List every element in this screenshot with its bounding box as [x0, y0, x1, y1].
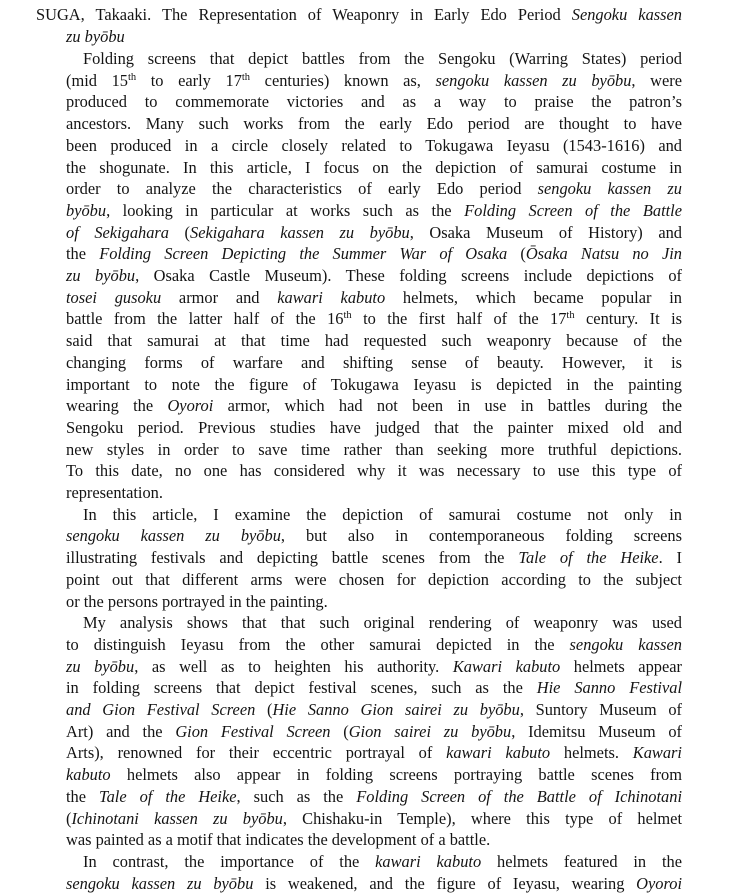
text-run: ( — [66, 808, 72, 828]
body-line — [66, 742, 682, 764]
body-line — [66, 70, 682, 92]
italic-term: byōbu — [66, 200, 107, 220]
text-run: To this date, no one has considered why it was necessary to use this type of — [66, 461, 682, 481]
text-run: point out that different arms were chosen for depiction according to the subject — [66, 569, 682, 589]
body-line — [66, 699, 682, 721]
body-line — [83, 612, 682, 634]
text-run: , Osaka Museum of History) and — [409, 222, 682, 242]
text-run: ( — [168, 222, 191, 242]
body-line — [66, 178, 682, 200]
body-line — [66, 547, 682, 569]
text-run: the shogunate. In this article, I focus on the depiction of samurai costume in — [66, 157, 682, 177]
text-run: battle from the latter half of the 16 — [66, 309, 344, 329]
text-run: was painted as a motif that indicates the development of a battle. — [66, 830, 491, 850]
body-line — [66, 677, 682, 699]
article-title: The Representation of Weaponry in Early Edo Period Sengoku kassen — [161, 5, 683, 24]
body-line — [66, 135, 682, 157]
italic-term: Folding Screen of the Battle — [464, 200, 683, 220]
text-run: century. It is — [574, 309, 683, 329]
italic-term: kawari kabuto — [446, 743, 551, 763]
body-line — [66, 374, 682, 396]
ordinal-suffix: th — [127, 71, 137, 83]
ordinal-suffix: th — [566, 310, 575, 322]
body-line — [66, 287, 682, 309]
text-run: ( — [507, 244, 526, 264]
italic-term: Folding Screen of the Battle of Ichinotani — [356, 786, 682, 806]
text-run: , such as the — [236, 786, 357, 806]
text-run: , were — [631, 70, 682, 90]
article-header — [36, 4, 682, 26]
body-line — [66, 873, 682, 895]
text-run: said that samurai at that time had requested such weaponry because of the — [66, 331, 682, 351]
text-run: helmets featured in the — [481, 851, 682, 871]
text-run: (mid 15 — [66, 70, 128, 90]
text-run: to early 17 — [136, 70, 242, 90]
italic-term: sengoku kassen zu — [537, 179, 682, 199]
text-run: representation. — [66, 483, 163, 502]
italic-term: zu byōbu — [66, 656, 135, 676]
text-run: helmets also appear in folding screens portraying battle scenes from — [110, 765, 682, 785]
body-line — [83, 851, 682, 873]
italic-term: Ōsaka Natsu no Jin — [525, 244, 682, 264]
text-run: the — [66, 244, 100, 264]
body-line — [66, 308, 682, 330]
italic-term: Oyoroi — [636, 873, 682, 893]
italic-term: zu byōbu — [66, 266, 136, 285]
body-line — [66, 157, 682, 179]
italic-term: sengoku kassen zu byōbu — [435, 70, 632, 90]
text-run: Art) and the — [66, 721, 176, 741]
text-run: changing forms of warfare and shifting sense of beauty. However, it is — [66, 352, 682, 372]
text-run: to the first half of the 17 — [351, 309, 567, 329]
italic-term: Folding Screen Depicting the Summer War of Osaka — [99, 244, 508, 264]
body-line — [66, 265, 682, 287]
text-run: helmets, which became popular in — [385, 287, 682, 307]
italic-term: Tale of the Heike — [518, 548, 659, 568]
text-run: to distinguish Ieyasu from the other samurai depicted in the — [66, 634, 570, 654]
body-line — [66, 829, 682, 851]
text-run: ( — [255, 700, 273, 719]
text-run: , Chishaku-in Temple), where this type of helmet — [282, 808, 682, 828]
body-line — [66, 482, 682, 504]
text-run: illustrating festivals and depicting battle scenes from the — [66, 548, 519, 568]
text-run: order to analyze the characteristics of early Edo period — [66, 179, 538, 199]
text-run: produced to commemorate victories and as a way to praise the patron’s — [66, 92, 682, 112]
italic-term: Tale of the Heike — [99, 786, 237, 806]
ordinal-suffix: th — [343, 310, 352, 322]
text-run: important to note the figure of Tokugawa Ieyasu is depicted in the painting — [66, 374, 682, 394]
body-line — [66, 330, 682, 352]
italic-term: Hie Sanno Gion sairei zu byōbu — [272, 700, 520, 719]
text-run: In this article, I examine the depiction of samurai costume not only in — [83, 504, 682, 524]
text-run: armor and — [161, 287, 278, 307]
body-line — [66, 460, 682, 482]
body-line — [66, 525, 682, 547]
body-line — [66, 243, 682, 265]
body-line — [66, 808, 682, 830]
article-title-continued: zu byōbu — [66, 27, 125, 46]
body-line — [66, 569, 682, 591]
italic-term: Gion Festival Screen — [175, 721, 331, 741]
text-run: in folding screens that depict festival scenes, such as the — [66, 678, 537, 698]
text-run: helmets. — [550, 743, 633, 763]
body-line — [66, 634, 682, 656]
body-line — [66, 417, 682, 439]
body-line — [66, 591, 682, 613]
text-run: My analysis shows that that such original rendering of weaponry was used — [83, 613, 682, 633]
italic-term: Sekigahara kassen zu byōbu — [190, 222, 410, 242]
body-line — [66, 721, 682, 743]
italic-term: Kawari kabuto — [452, 656, 561, 676]
text-run: been produced in a circle closely related to Tokugawa Ieyasu (1543-1616) and — [66, 135, 682, 155]
text-run: , Suntory Museum of — [519, 700, 682, 719]
text-run: , looking in particular at works such as the — [106, 200, 465, 220]
text-run: new styles in order to save time rather than seeking more truthful depictions. — [66, 439, 682, 459]
text-run: . I — [658, 548, 683, 568]
italic-term: sengoku kassen — [569, 634, 682, 654]
italic-term: kabuto — [66, 765, 111, 785]
italic-term: Ichinotani kassen zu byōbu — [71, 808, 283, 828]
italic-term: of Sekigahara — [66, 222, 169, 242]
body-line — [66, 656, 682, 678]
text-run: , but also in contemporaneous folding screens — [280, 526, 682, 546]
text-run: Folding screens that depict battles from the Sengoku (Warring States) period — [83, 49, 682, 68]
text-run: helmets appear — [560, 656, 682, 676]
italic-term: Gion sairei zu byōbu — [348, 721, 512, 741]
italic-term: and Gion Festival Screen — [66, 700, 256, 719]
text-run: is weakened, and the figure of Ieyasu, wearing — [253, 873, 637, 893]
italic-term: kawari kabuto — [277, 287, 386, 307]
body-line — [83, 504, 682, 526]
body-line — [66, 91, 682, 113]
body-line — [66, 395, 682, 417]
text-run: ( — [330, 721, 349, 741]
text-run: , as well as to heighten his authority. — [134, 656, 453, 676]
text-run: Arts), renowned for their eccentric portrayal of — [66, 743, 447, 763]
text-run: the — [66, 786, 99, 806]
author-name: SUGA, Takaaki. — [36, 5, 152, 24]
italic-term: tosei gusoku — [66, 287, 162, 307]
body-line — [66, 113, 682, 135]
body-line — [83, 48, 682, 70]
italic-term: Kawari — [632, 743, 682, 763]
ordinal-suffix: th — [241, 71, 251, 83]
text-run: wearing the — [66, 396, 168, 416]
text-run: In contrast, the importance of the — [83, 851, 376, 871]
text-run: or the persons portrayed in the painting. — [66, 591, 328, 611]
italic-term: Oyoroi — [167, 396, 214, 416]
body-line — [66, 439, 682, 461]
italic-term: sengoku kassen zu byōbu — [66, 873, 254, 893]
text-run: armor, which had not been in use in battles during the — [213, 396, 682, 416]
italic-term: Hie Sanno Festival — [536, 678, 682, 698]
body-line — [66, 764, 682, 786]
italic-term: kawari kabuto — [375, 851, 482, 871]
body-line — [66, 786, 682, 808]
text-run: ancestors. Many such works from the early Edo period are thought to have — [66, 114, 682, 134]
italic-term: sengoku kassen zu byōbu — [66, 526, 281, 546]
body-line — [66, 352, 682, 374]
text-run: , Osaka Castle Museum). These folding screens include depictions of — [135, 266, 682, 285]
body-line — [66, 222, 682, 244]
text-run: , Idemitsu Museum of — [511, 721, 683, 741]
body-line — [66, 200, 682, 222]
text-run: Sengoku period. Previous studies have judged that the painter mixed old and — [66, 417, 682, 437]
text-run: centuries) known as, — [250, 70, 436, 90]
